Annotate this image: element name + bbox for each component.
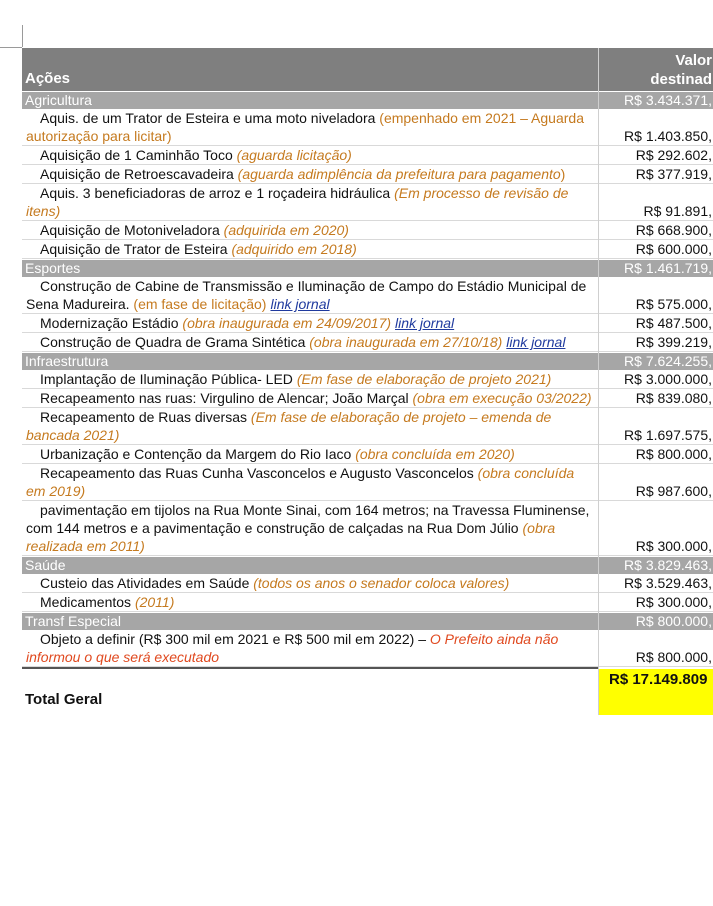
category-total: R$ 1.461.719, [624,260,712,276]
status-note: (empenhado em 2021 – Aguarda autorização para licitar) [26,110,584,144]
category-total: R$ 3.434.371, [624,92,712,108]
action-text: Recapeamento das Ruas Cunha Vasconcelos e Augusto Vasconcelos [40,465,478,481]
total-row [22,669,713,715]
category-name: Agricultura [25,92,92,108]
action-text: Recapeamento de Ruas diversas [40,409,251,425]
action-value: R$ 377.919, [635,166,712,182]
action-description [22,109,596,145]
action-text: Implantação de Iluminação Pública- LED [40,371,297,387]
action-description [22,501,596,555]
category-row [22,612,713,630]
action-description [22,389,596,407]
status-note: (adquirida em 2020) [223,222,349,238]
action-description [22,277,596,313]
action-description [22,146,596,164]
category-row [22,259,713,277]
action-text: Recapeamento nas ruas: Virgulino de Alencar; João Marçal [40,390,413,406]
crop-mark-horizontal [0,47,22,48]
status-note: (Em processo de revisão de itens) [26,185,569,219]
status-note: (2011) [134,594,175,610]
table-row [22,146,713,165]
status-note: (Em fase de elaboração de projeto 2021) [296,371,552,387]
action-description [22,464,596,500]
action-description [22,314,596,332]
action-value: R$ 300.000, [635,594,712,610]
table-row [22,574,713,593]
table-header [22,48,713,91]
status-note: (todos os anos o senador coloca valores) [253,575,510,591]
table-row [22,277,713,314]
news-link[interactable]: link jornal [270,296,330,312]
news-link[interactable]: link jornal [395,315,455,331]
status-note: (obra em execução 03/2022) [412,390,592,406]
action-text: Aquis. 3 beneficiadoras de arroz e 1 roçadeira hidráulica [40,185,395,201]
news-link[interactable]: link jornal [506,334,566,350]
category-name: Esportes [25,260,81,276]
action-text: Medicamentos [40,594,135,610]
table-row [22,408,713,445]
table-row [22,333,713,352]
action-text: Modernização Estádio [40,315,183,331]
action-value: R$ 487.500, [635,315,712,331]
table-row [22,184,713,221]
status-note: (obra inaugurada em 27/10/18) [309,334,503,350]
action-text: Objeto a definir (R$ 300 mil em 2021 e R$ 500 mil em 2022) – [40,631,430,647]
action-value: R$ 800.000, [635,649,712,665]
status-note: (aguarda adimplência da prefeitura para [237,166,491,182]
status-note: (em fase de licitação) [133,296,267,312]
total-label: Total Geral [25,691,103,708]
action-description [22,184,596,220]
total-value: R$ 17.149.809 [609,671,708,688]
header-actions: Ações [25,70,71,87]
total-value-cell [599,669,713,715]
action-text: Aquis. de um Trator de Esteira e uma moto niveladora [40,110,380,126]
header-value-line1: Valor [675,52,712,69]
category-total: R$ 7.624.255, [624,353,712,369]
header-value [602,51,712,89]
status-note: (obra concluída em 2020) [355,446,515,462]
action-description [22,593,596,611]
status-note: (obra inaugurada em 24/09/2017) [182,315,392,331]
action-value: R$ 1.697.575, [624,427,712,443]
budget-table [22,48,713,715]
action-value: R$ 91.891, [643,203,712,219]
action-text: Construção de Cabine de Transmissão e Iluminação de Campo do Estádio Municipal de Sena Madureira. [26,278,587,312]
status-note: (adquirido em 2018) [231,241,357,257]
table-row [22,109,713,146]
action-value: R$ 292.602, [635,147,712,163]
status-note: (aguarda licitação) [236,147,352,163]
status-note: (obra concluída em 2019) [26,465,575,499]
status-note: (Em fase de elaboração de projeto – emenda de bancada 2021) [26,409,552,443]
action-description [22,333,596,351]
table-row [22,445,713,464]
action-description [22,240,596,258]
action-text: Construção de Quadra de Grama Sintética [40,334,310,350]
table-row [22,501,713,556]
action-text: pavimentação em tijolos na Rua Monte Sinai, com 164 metros; na Travessa Fluminense, com 144 metros e a pavimentação e construção de calçadas na Rua Dom Júlio [26,502,590,536]
table-row [22,240,713,259]
action-description [22,574,596,592]
status-note: O Prefeito ainda não informou o que será executado [26,631,559,665]
action-value: R$ 987.600, [635,483,712,499]
action-description [22,370,596,388]
action-value: R$ 300.000, [635,538,712,554]
category-row [22,352,713,370]
column-divider [598,48,599,715]
category-name: Transf Especial [25,613,121,629]
category-name: Saúde [25,557,66,573]
action-description [22,408,596,444]
table-row [22,314,713,333]
action-text: Aquisição de Motoniveladora [40,222,224,238]
table-row [22,389,713,408]
action-value: R$ 3.529.463, [624,575,712,591]
action-value: R$ 3.000.000, [624,371,712,387]
action-description [22,445,596,463]
crop-mark-vertical [22,25,23,47]
action-text: Aquisição de Retroescavadeira [40,166,238,182]
action-text: Urbanização e Contenção da Margem do Rio Iaco [40,446,356,462]
table-row [22,593,713,612]
category-row [22,556,713,574]
action-text: Aquisição de 1 Caminhão Toco [40,147,237,163]
action-description [22,165,596,183]
status-note-continued: pagamento [490,166,561,182]
action-value: R$ 600.000, [635,241,712,257]
header-value-line2: destinad [650,71,712,88]
category-total: R$ 3.829.463, [624,557,712,573]
table-row [22,165,713,184]
action-value: R$ 800.000, [635,446,712,462]
action-text: Custeio das Atividades em Saúde [40,575,254,591]
table-row [22,370,713,389]
table-body [22,91,713,667]
action-value: R$ 839.080, [635,390,712,406]
status-note-end: ) [560,166,566,182]
category-name: Infraestrutura [25,353,109,369]
action-description [22,630,596,666]
action-value: R$ 668.900, [635,222,712,238]
category-total: R$ 800.000, [635,613,712,629]
table-row [22,464,713,501]
action-value: R$ 575.000, [635,296,712,312]
table-row [22,221,713,240]
action-text: Aquisição de Trator de Esteira [40,241,232,257]
status-note: (obra realizada em 2011) [26,520,556,554]
category-row [22,91,713,109]
action-value: R$ 399.219, [635,334,712,350]
action-value: R$ 1.403.850, [624,128,712,144]
table-row [22,630,713,667]
action-description [22,221,596,239]
